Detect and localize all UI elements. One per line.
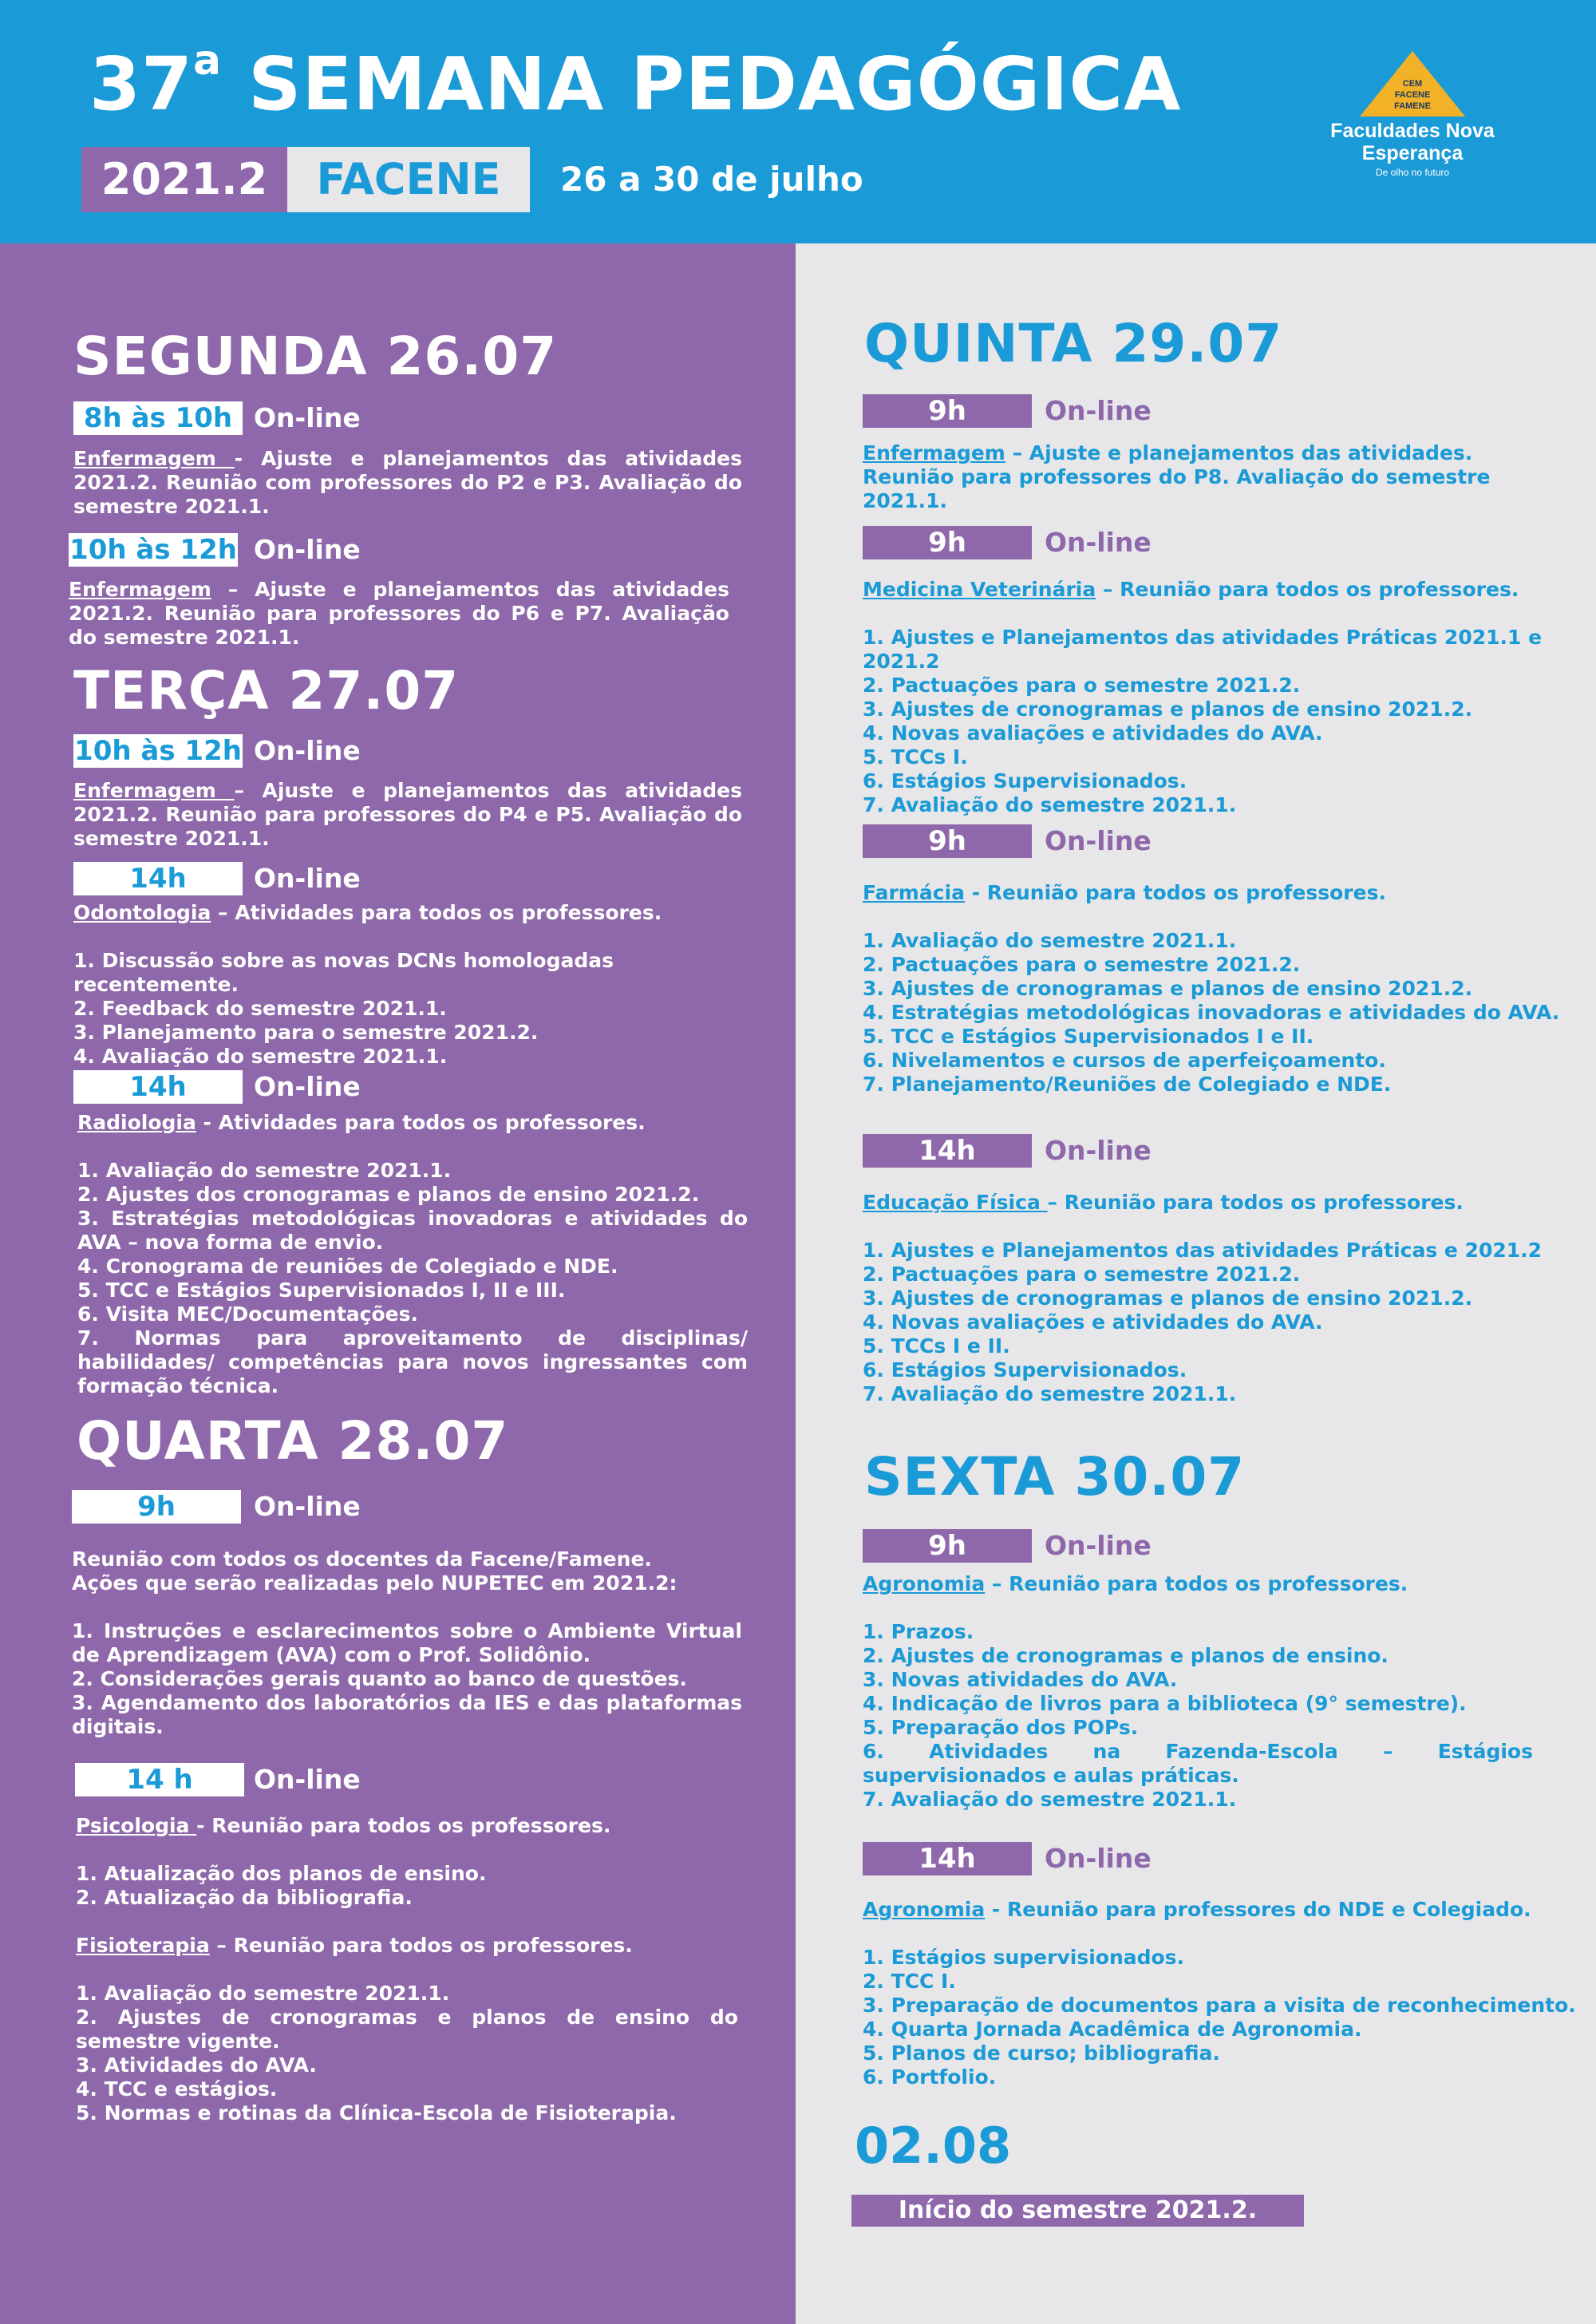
list-item: 6. Atividades na Fazenda-Escola – Estágios supervisionados e aulas práticas. (863, 1740, 1533, 1787)
session-intro: Ações que serão realizadas pelo NUPETEC em 2021.2: (72, 1571, 678, 1595)
list-item: 5. TCCs I. (863, 745, 968, 769)
list-item: 1. Avaliação do semestre 2021.1. (76, 1982, 450, 2005)
session-block: Farmácia - Reunião para todos os professores. 1. Avaliação do semestre 2021.1. 2. Pactuações para o semestre 2021.2. 3. Ajustes de cronogramas e planos de ensino 2021.2. 4. Estratégias metodológicas inovadoras e atividades do AVA. 5. TCC e Estágios Supervisionados I e II. 6. Nivelamentos e cursos de aperfeiçoamento. 7. Planejamento/Reuniões de Colegiado e NDE. (863, 881, 1581, 1097)
session-block: Enfermagem – Ajuste e planejamentos das atividades 2021.2. Reunião para professores do P4 e P5. Avaliação do semestre 2021.1. (73, 779, 742, 850)
list-item: 4. Novas avaliações e atividades do AVA. (863, 1310, 1323, 1334)
department-name: Medicina Veterinária (863, 578, 1096, 601)
list-item: 1. Avaliação do semestre 2021.1. (77, 1159, 452, 1182)
list-item: 2. Ajustes dos cronogramas e planos de ensino 2021.2. (77, 1183, 700, 1206)
department-name: Farmácia (863, 881, 965, 904)
logo-tagline: De olho no futuro (1375, 167, 1450, 178)
list-item: 4. Indicação de livros para a biblioteca (9° semestre). (863, 1692, 1467, 1715)
session-block: Enfermagem – Ajuste e planejamentos das atividades 2021.2. Reunião para professores do P6 e P7. Avaliação do semestre 2021.1. (69, 578, 729, 649)
list-item: 4. Quarta Jornada Acadêmica de Agronomia. (863, 2018, 1362, 2041)
list-item: 3. Atividades do AVA. (76, 2053, 317, 2077)
list-item: 6. Estágios Supervisionados. (863, 1358, 1187, 1381)
list-item: 7. Avaliação do semestre 2021.1. (863, 1788, 1237, 1811)
time-chip: 14h (73, 862, 243, 895)
list-item: 1. Prazos. (863, 1620, 974, 1643)
online-label: On-line (1045, 1135, 1152, 1166)
time-chip: 9h (863, 526, 1032, 559)
list-item: 5. TCCs I e II. (863, 1334, 1010, 1358)
right-column (796, 243, 1596, 2324)
list-item: 5. Normas e rotinas da Clínica-Escola de Fisioterapia. (76, 2101, 677, 2124)
list-item: 7. Planejamento/Reuniões de Colegiado e NDE. (863, 1073, 1392, 1096)
list-item: 5. Preparação dos POPs. (863, 1716, 1139, 1739)
time-chip: 10h às 12h (69, 534, 237, 566)
session-block: Educação Física – Reunião para todos os professores. 1. Ajustes e Planejamentos das atividades Práticas e 2021.2 2. Pactuações para o semestre 2021.2. 3. Ajustes de cronogramas e planos de ensino 2021.2. 4. Novas avaliações e atividades do AVA. 5. TCCs I e II. 6. Estágios Supervisionados. 7. Avaliação do semestre 2021.1. (863, 1191, 1581, 1406)
department-name: Psicologia (76, 1814, 197, 1837)
institution-chip: FACENE (287, 147, 530, 212)
list-item: 6. Estágios Supervisionados. (863, 769, 1187, 792)
online-label: On-line (254, 1764, 361, 1795)
department-name: Enfermagem (863, 441, 1005, 464)
time-chip: 14h (73, 1070, 243, 1104)
list-item: 4. Estratégias metodológicas inovadoras e atividades do AVA. (863, 1001, 1560, 1024)
session-block: Enfermagem – Ajuste e planejamentos das atividades. Reunião para professores do P8. Avaliação do semestre 2021.1. (863, 441, 1491, 512)
session-block: Psicologia - Reunião para todos os professores. 1. Atualização dos planos de ensino. 2. Atualização da bibliografia. Fisioterapia – Reunião para todos os professores. 1. Avaliação do semestre 2021.1. 2. Ajustes de cronogramas e planos de ensino do semestre vigente. 3. Atividades do AVA. 4. TCC e estágios. 5. Normas e rotinas da Clínica-Escola de Fisioterapia. (76, 1814, 738, 2124)
year-chip: 2021.2 (81, 147, 287, 212)
department-name: Agronomia (863, 1898, 986, 1921)
list-item: 3. Planejamento para o semestre 2021.2. (73, 1021, 539, 1044)
department-name: Enfermagem (73, 779, 235, 802)
time-chip: 14 h (75, 1763, 244, 1796)
list-item: 2. Atualização da bibliografia. (76, 1886, 413, 1909)
list-item: 5. Planos de curso; bibliografia. (863, 2041, 1220, 2065)
session-block: Agronomia – Reunião para todos os professores. 1. Prazos. 2. Ajustes de cronogramas e planos de ensino. 3. Novas atividades do AVA. 4. Indicação de livros para a biblioteca (9° semestre). 5. Preparação dos POPs. 6. Atividades na Fazenda-Escola – Estágios supervisionados e aulas práticas. 7. Avaliação do semestre 2021.1. (863, 1572, 1533, 1811)
list-item: 1. Ajustes e Planejamentos das atividades Práticas 2021.1 e 2021.2 (863, 626, 1543, 673)
department-name: Enfermagem (69, 578, 211, 601)
online-label: On-line (1045, 825, 1152, 856)
online-label: On-line (1045, 527, 1152, 558)
list-item: 4. Cronograma de reuniões de Colegiado e NDE. (77, 1255, 618, 1278)
online-label: On-line (1045, 1530, 1152, 1561)
day-title-quarta: QUARTA 28.07 (77, 1410, 509, 1472)
time-chip: 14h (863, 1134, 1032, 1168)
list-item: 6. Portfolio. (863, 2065, 997, 2089)
list-item: 2. Feedback do semestre 2021.1. (73, 997, 447, 1020)
list-item: 6. Visita MEC/Documentações. (77, 1302, 418, 1326)
day-title-quinta: QUINTA 29.07 (864, 313, 1283, 374)
list-item: 3. Estratégias metodológicas inovadoras e atividades do AVA – nova forma de envio. (77, 1207, 748, 1254)
svg-text:CEM: CEM (1402, 79, 1423, 89)
left-column (0, 243, 796, 2324)
list-item: 7. Normas para aproveitamento de disciplinas/ habilidades/ competências para novos ingressantes com formação técnica. (77, 1326, 748, 1397)
list-item: 2. Considerações gerais quanto ao banco de questões. (72, 1667, 687, 1690)
svg-text:FACENE: FACENE (1394, 90, 1431, 100)
time-chip: 14h (863, 1842, 1032, 1875)
online-label: On-line (254, 735, 361, 766)
event-dates: 26 a 30 de julho (560, 160, 863, 199)
list-item: 3. Ajustes de cronogramas e planos de ensino 2021.2. (863, 1286, 1473, 1310)
semester-start-date: 02.08 (855, 2116, 1012, 2175)
list-item: 1. Instruções e esclarecimentos sobre o Ambiente Virtual de Aprendizagem (AVA) com o Prof. Solidônio. (72, 1619, 742, 1666)
triangle-logo-icon (1358, 49, 1467, 118)
online-label: On-line (254, 402, 361, 433)
list-item: 1. Ajustes e Planejamentos das atividades Práticas e 2021.2 (863, 1239, 1543, 1262)
session-intro: Reunião com todos os docentes da Facene/Famene. (72, 1547, 652, 1571)
time-chip: 10h às 12h (74, 735, 242, 767)
list-item: 5. TCC e Estágios Supervisionados I, II e III. (77, 1279, 566, 1302)
list-item: 7. Avaliação do semestre 2021.1. (863, 793, 1237, 816)
session-block: Medicina Veterinária – Reunião para todos os professores. 1. Ajustes e Planejamentos das atividades Práticas 2021.1 e 2021.2 2. Pactuações para o semestre 2021.2. 3. Ajustes de cronogramas e planos de ensino 2021.2. 4. Novas avaliações e atividades do AVA. 5. TCCs I. 6. Estágios Supervisionados. 7. Avaliação do semestre 2021.1. (863, 578, 1581, 817)
department-name: Educação Física (863, 1191, 1048, 1214)
header-banner (0, 0, 1596, 243)
list-item: 1. Discussão sobre as novas DCNs homologadas recentemente. (73, 949, 614, 996)
list-item: 2. Ajustes de cronogramas e planos de ensino do semestre vigente. (76, 2006, 738, 2053)
list-item: 6. Nivelamentos e cursos de aperfeiçoamento. (863, 1049, 1386, 1072)
list-item: 3. Ajustes de cronogramas e planos de ensino 2021.2. (863, 977, 1473, 1000)
list-item: 5. TCC e Estágios Supervisionados I e II. (863, 1025, 1314, 1048)
svg-text:FAMENE: FAMENE (1394, 101, 1431, 111)
online-label: On-line (254, 1071, 361, 1102)
session-block: Odontologia – Atividades para todos os professores. 1. Discussão sobre as novas DCNs homologadas recentemente. 2. Feedback do semestre 2021.1. 3. Planejamento para o semestre 2021.2. 4. Avaliação do semestre 2021.1. (73, 901, 742, 1069)
semester-start-banner: Início do semestre 2021.2. (851, 2195, 1304, 2227)
department-name: Fisioterapia (76, 1934, 210, 1957)
department-name: Odontologia (73, 901, 211, 924)
online-label: On-line (254, 534, 361, 565)
session-block: Radiologia - Atividades para todos os professores. 1. Avaliação do semestre 2021.1. 2. Ajustes dos cronogramas e planos de ensino 2021.2. 3. Estratégias metodológicas inovadoras e atividades do AVA – nova forma de envio. 4. Cronograma de reuniões de Colegiado e NDE. 5. TCC e Estágios Supervisionados I, II e III. 6. Visita MEC/Documentações. 7. Normas para aproveitamento de disciplinas/ habilidades/ competências para novos ingressantes com formação técnica. (77, 1111, 748, 1397)
list-item: 3. Agendamento dos laboratórios da IES e das plataformas digitais. (72, 1691, 742, 1738)
time-chip: 9h (863, 824, 1032, 858)
list-item: 3. Novas atividades do AVA. (863, 1668, 1178, 1691)
list-item: 4. Novas avaliações e atividades do AVA. (863, 721, 1323, 745)
session-block: Enfermagem - Ajuste e planejamentos das atividades 2021.2. Reunião com professores do P2 e P3. Avaliação do semestre 2021.1. (73, 447, 743, 518)
list-item: 2. Pactuações para o semestre 2021.2. (863, 1263, 1301, 1286)
day-title-sexta: SEXTA 30.07 (864, 1446, 1246, 1508)
list-item: 7. Avaliação do semestre 2021.1. (863, 1382, 1237, 1405)
session-block: Agronomia - Reunião para professores do NDE e Colegiado. 1. Estágios supervisionados. 2. TCC I. 3. Preparação de documentos para a visita de reconhecimento. 4. Quarta Jornada Acadêmica de Agronomia. 5. Planos de curso; bibliografia. 6. Portfolio. (863, 1898, 1581, 2089)
list-item: 3. Preparação de documentos para a visita de reconhecimento. (863, 1994, 1576, 2017)
list-item: 2. TCC I. (863, 1970, 956, 1993)
time-chip: 9h (72, 1490, 241, 1524)
list-item: 3. Ajustes de cronogramas e planos de ensino 2021.2. (863, 698, 1473, 721)
day-title-segunda: SEGUNDA 26.07 (73, 326, 558, 387)
list-item: 2. Pactuações para o semestre 2021.2. (863, 953, 1301, 976)
list-item: 4. Avaliação do semestre 2021.1. (73, 1045, 448, 1068)
list-item: 1. Atualização dos planos de ensino. (76, 1862, 487, 1885)
time-chip: 9h (863, 1529, 1032, 1563)
online-label: On-line (254, 863, 361, 894)
department-name: Agronomia (863, 1572, 986, 1595)
list-item: 1. Estágios supervisionados. (863, 1946, 1185, 1969)
list-item: 2. Pactuações para o semestre 2021.2. (863, 674, 1301, 697)
list-item: 2. Ajustes de cronogramas e planos de ensino. (863, 1644, 1389, 1667)
page-title: 37$^a$ SEMANA PEDAGÓGICA (89, 37, 1182, 127)
list-item: 1. Avaliação do semestre 2021.1. (863, 929, 1237, 952)
institution-logo (1293, 49, 1532, 193)
department-name: Radiologia (77, 1111, 196, 1134)
time-chip: 9h (863, 394, 1032, 428)
day-title-terca: TERÇA 27.07 (73, 660, 460, 721)
online-label: On-line (1045, 1843, 1152, 1874)
time-chip: 8h às 10h (73, 401, 243, 435)
list-item: 4. TCC e estágios. (76, 2077, 278, 2101)
online-label: On-line (1045, 395, 1152, 426)
department-name: Enfermagem (73, 447, 235, 470)
logo-name: Faculdades Nova Esperança (1330, 120, 1495, 164)
online-label: On-line (254, 1491, 361, 1522)
session-block (72, 1547, 742, 1739)
